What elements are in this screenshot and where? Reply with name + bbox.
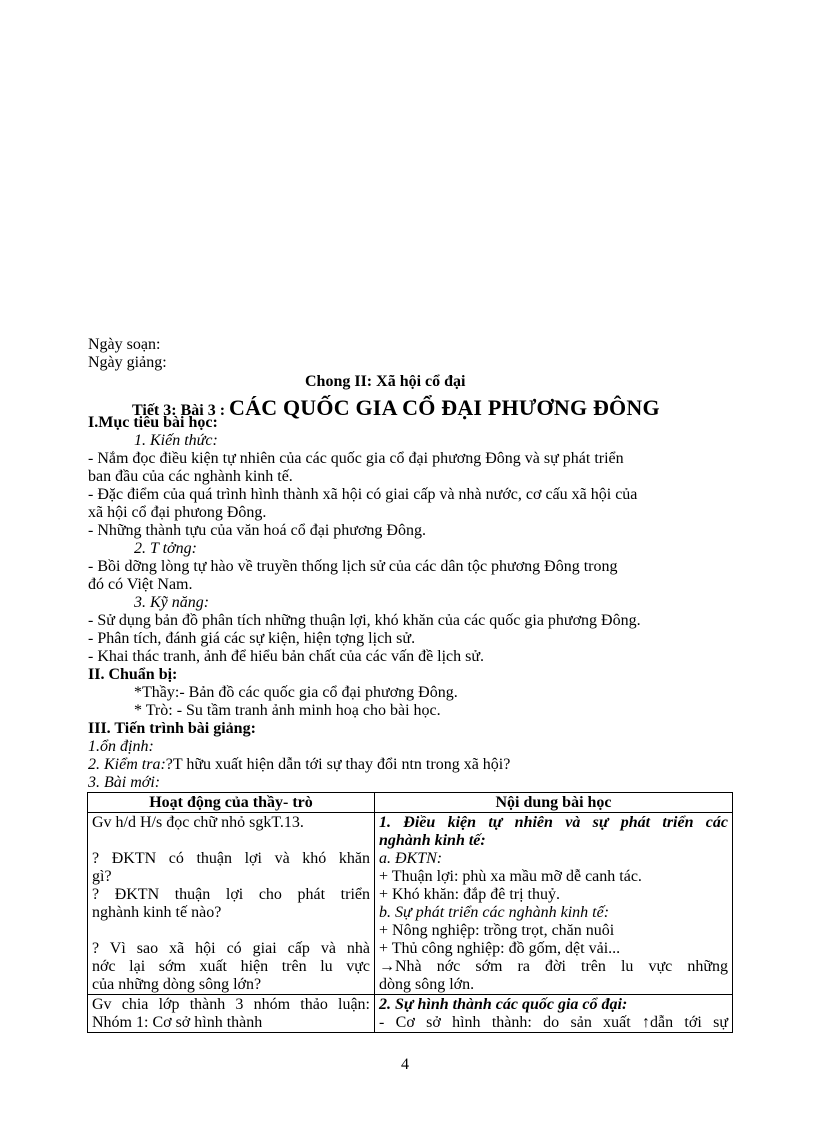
content-text: dòng sông lớn.	[379, 976, 475, 993]
lesson-table	[87, 792, 733, 1033]
prep-date-label: Ngày soạn:	[88, 336, 161, 353]
skills-heading: 3. Kỹ năng:	[134, 594, 210, 611]
thought-heading: 2. T tởng:	[134, 540, 197, 557]
page-number: 4	[401, 1056, 409, 1073]
content-text: + Thuận lợi: phù xa mầu mỡ dễ canh tác.	[379, 868, 642, 885]
activity-question: ? Vì sao xã hội có giai cấp và nhà	[92, 940, 370, 957]
arrow-right-icon: →	[379, 958, 395, 975]
activity-text: Gv chia lớp thành 3 nhóm thảo luận:	[92, 996, 370, 1013]
content-conclusion: Nhà nớc sớm ra đời trên lu vực những	[395, 958, 728, 975]
activity-text: Nhóm 1: Cơ sở hình thành	[92, 1014, 263, 1031]
procedure-step-3: 3. Bài mới:	[88, 774, 161, 791]
content-cell	[375, 813, 733, 995]
procedure-step-2-label: 2. Kiểm tra:	[88, 756, 166, 773]
content-subheading: a. ĐKTN:	[379, 850, 443, 867]
chapter-title: Chong II: Xã hội cổ đại	[305, 373, 466, 390]
table-header-row	[88, 793, 733, 813]
arrow-up-icon: ↑	[642, 1014, 651, 1031]
activity-question: của những dòng sông lớn?	[92, 976, 262, 993]
content-formation: - Cơ sở hình thành: do sản xuất	[379, 1014, 631, 1031]
activity-question: nớc lại sớm xuất hiện trên lu vực	[92, 958, 370, 975]
knowledge-item: - Đặc điểm của quá trình hình thành xã hội có giai cấp và nhà nước, cơ cấu xã hội của	[88, 486, 638, 503]
activities-cell	[88, 995, 375, 1033]
knowledge-item: ban đầu của các nghành kinh tế.	[88, 468, 293, 485]
knowledge-item: xã hội cổ đại phưong Đông.	[88, 504, 267, 521]
thought-item: đó có Việt Nam.	[88, 576, 193, 593]
preparation-student: * Trò: - Su tầm tranh ảnh minh hoạ cho bài học.	[134, 702, 441, 719]
knowledge-heading: 1. Kiến thức:	[134, 432, 218, 449]
content-heading: 2. Sự hình thành các quốc gia cổ đại:	[379, 996, 628, 1013]
objectives-heading: I.Mục tiêu bài học:	[88, 414, 218, 431]
content-cell	[375, 995, 733, 1033]
content-heading: 1. Điều kiện tự nhiên và sự phát triển các	[379, 814, 728, 831]
activity-question: gì?	[92, 868, 112, 885]
content-text	[379, 958, 728, 976]
knowledge-item: - Nắm đọc điều kiện tự nhiên của các quốc gia cổ đại phương Đông và sự phát triển	[88, 450, 624, 467]
content-heading: nghành kinh tế:	[379, 832, 486, 849]
preparation-heading: II. Chuẩn bị:	[88, 666, 178, 683]
skill-item: - Phân tích, đánh giá các sự kiện, hiện tợng lịch sử.	[88, 630, 416, 647]
activities-cell	[88, 813, 375, 995]
knowledge-item: - Những thành tựu của văn hoá cổ đại phương Đông.	[88, 522, 426, 539]
content-text	[379, 1014, 728, 1032]
lesson-title: CÁC QUỐC GIA CỔ ĐẠI PHƯƠNG ĐÔNG	[229, 395, 660, 420]
activity-text: Gv h/d H/s đọc chữ nhỏ sgkT.13.	[92, 814, 304, 831]
col-header-content: Nội dung bài học	[375, 793, 733, 813]
procedure-heading: III. Tiến trình bài giảng:	[88, 720, 256, 737]
activity-question: ? ĐKTN thuận lợi cho phát triển	[92, 886, 370, 903]
activity-question: nghành kinh tế nào?	[92, 904, 222, 921]
preparation-teacher: *Thầy:- Bản đồ các quốc gia cổ đại phương Đông.	[134, 684, 458, 701]
skill-item: - Khai thác tranh, ảnh để hiểu bản chất của các vấn đề lịch sử.	[88, 648, 485, 665]
table-row	[88, 995, 733, 1033]
content-text: + Nông nghiệp: trồng trọt, chăn nuôi	[379, 922, 615, 939]
col-header-activities: Hoạt động của thầy- trò	[88, 793, 375, 813]
teach-date-label: Ngày giảng:	[88, 354, 167, 371]
table-row	[88, 813, 733, 995]
lesson-prefix: Tiết 3: Bài 3 :	[132, 402, 226, 419]
content-text: + Khó khăn: đắp đê trị thuỷ.	[379, 886, 560, 903]
content-text: + Thủ công nghiệp: đồ gốm, dệt vải...	[379, 940, 621, 957]
procedure-step-2-text: ?T hữu xuất hiện dẫn tới sự thay đổi ntn trong xã hội?	[165, 756, 511, 773]
procedure-step-1: 1.ổn định:	[88, 738, 154, 755]
thought-item: - Bồi dỡng lòng tự hào về truyền thống lịch sử của các dân tộc phương Đông trong	[88, 558, 618, 575]
content-subheading: b. Sự phát triển các nghành kinh tế:	[379, 904, 610, 921]
content-formation-end: dẫn tới sự	[650, 1014, 729, 1031]
procedure-step-2	[88, 756, 510, 774]
activity-question: ? ĐKTN có thuận lợi và khó khăn	[92, 850, 370, 867]
skill-item: - Sử dụng bản đồ phân tích những thuận lợi, khó khăn của các quốc gia phương Đông.	[88, 612, 641, 629]
